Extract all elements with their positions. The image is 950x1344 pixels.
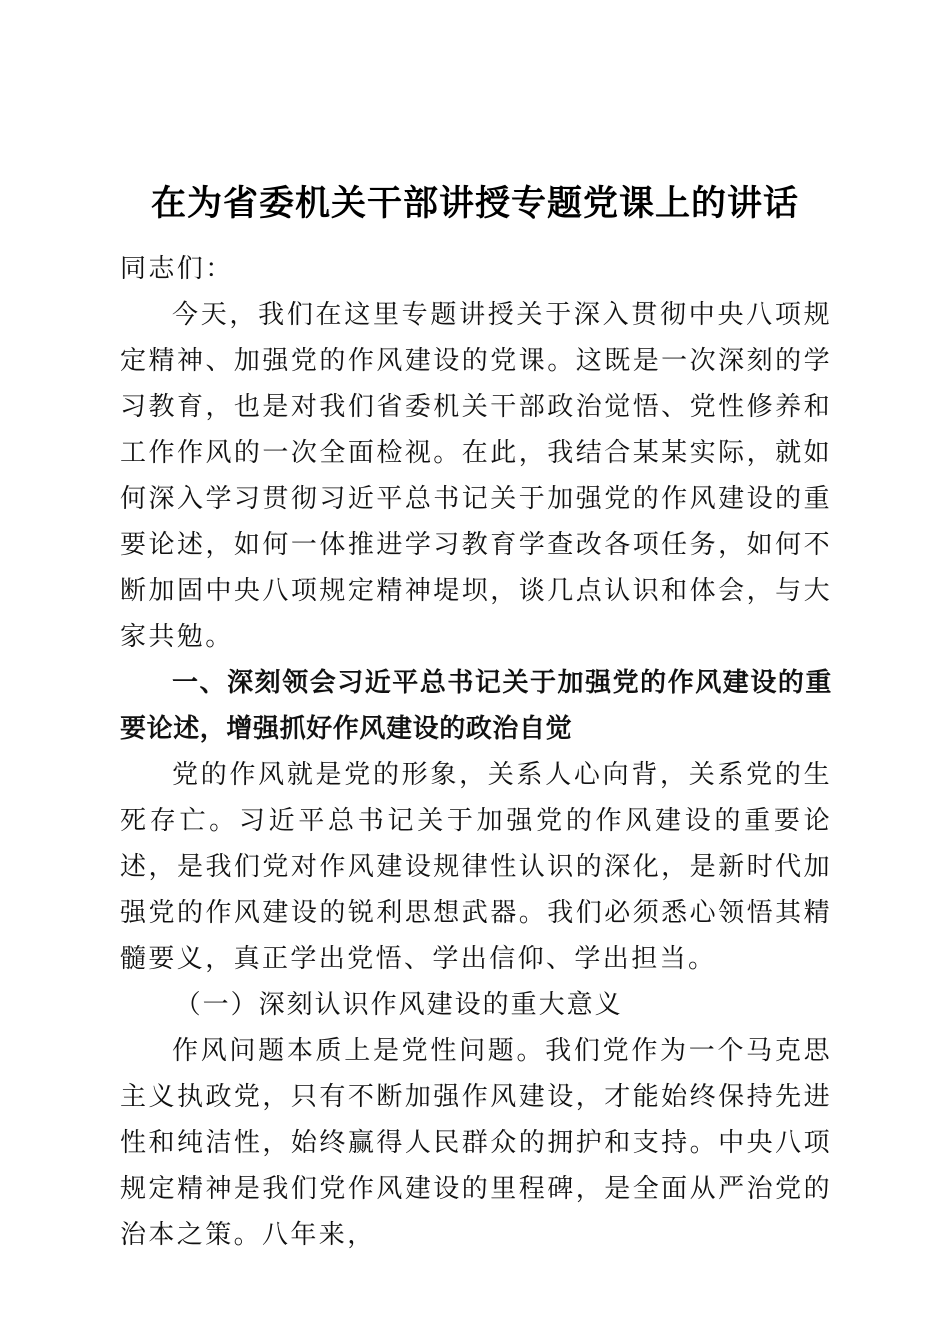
section-1-paragraph: 党的作风就是党的形象，关系人心向背，关系党的生死存亡。习近平总书记关于加强党的作风建设的重要论述，是我们党对作风建设规律性认识的深化，是新时代加强党的作风建设的锐利思想武器。我们必须悉心领悟其精髓要义，真正学出党悟、学出信仰、学出担当。	[120, 760, 832, 974]
intro-paragraph: 今天，我们在这里专题讲授关于深入贯彻中央八项规定精神、加强党的作风建设的党课。这既是一次深刻的学习教育，也是对我们省委机关干部政治觉悟、党性修养和工作作风的一次全面检视。在此，我结合某某实际，就如何深入学习贯彻习近平总书记关于加强党的作风建设的重要论述，如何一体推进学习教育学查改各项任务，如何不断加固中央八项规定精神堤坝，谈几点认识和体会，与大家共勉。	[120, 300, 832, 652]
salutation: 同志们：	[120, 254, 234, 284]
document-title: 在为省委机关干部讲授专题党课上的讲话	[150, 183, 799, 224]
subsection-heading-1: （一）深刻认识作风建设的重大意义	[174, 990, 623, 1020]
subsection-1-paragraph: 作风问题本质上是党性问题。我们党作为一个马克思主义执政党，只有不断加强作风建设，才能始终保持先进性和纯洁性，始终赢得人民群众的拥护和支持。中央八项规定精神是我们党作风建设的里程碑，是全面从严治党的治本之策。八年来，	[120, 1036, 832, 1250]
section-heading-1: 一、深刻领会习近平总书记关于加强党的作风建设的重要论述，增强抓好作风建设的政治自觉	[120, 668, 832, 744]
document-body	[120, 246, 832, 1258]
